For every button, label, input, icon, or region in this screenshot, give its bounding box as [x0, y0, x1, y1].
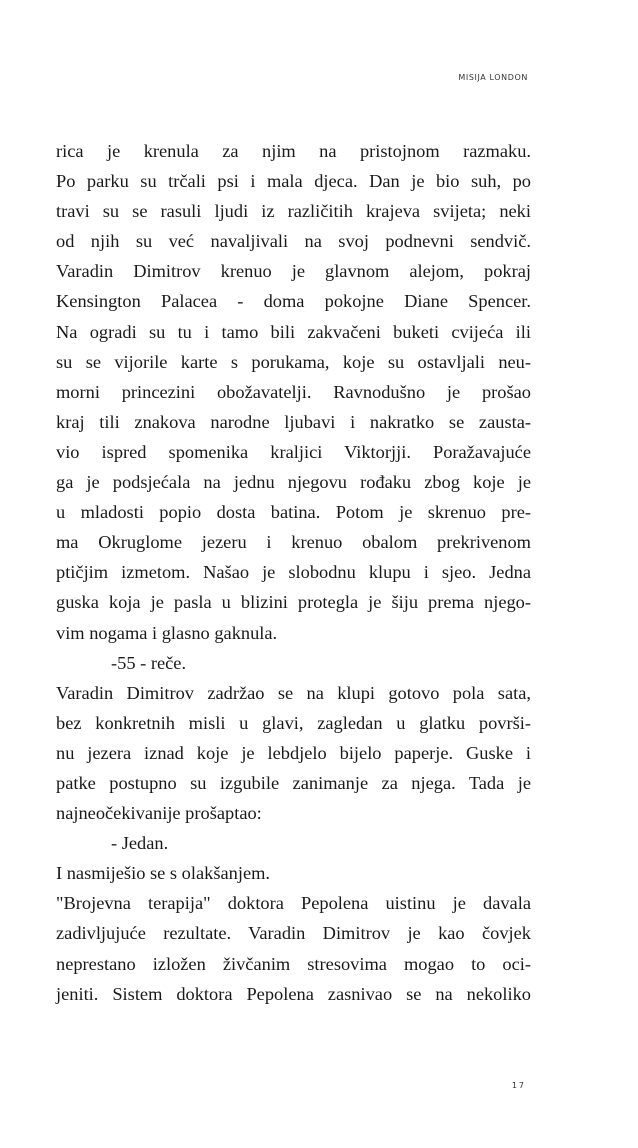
running-header: MISIJA LONDON [458, 73, 528, 82]
text-line: vim nogama i glasno gaknula. [56, 622, 278, 643]
text-line: bez konkretnih misli u glavi, zagledan u glatku površi- [56, 712, 531, 733]
text-line: u mladosti popio dosta batina. Potom je skrenuo pre- [56, 502, 531, 523]
text-line: Kensington Palacea - doma pokojne Diane Spencer. [56, 291, 531, 312]
text-line: "Brojevna terapija" doktora Pepolena uistinu je davala [56, 893, 531, 914]
text-line: nu jezera iznad koje je lebdjelo bijelo paperje. Guske i [56, 742, 531, 763]
text-line: ptičjim izmetom. Našao je slobodnu klupu i sjeo. Jedna [56, 562, 531, 583]
page-number: 17 [511, 1081, 526, 1090]
text-line: Po parku su trčali psi i mala djeca. Dan je bio suh, po [56, 171, 531, 192]
text-line: guska koja je pasla u blizini protegla je šiju prema njego- [56, 592, 531, 613]
text-line: ga je podsjećala na jednu njegovu rođaku zbog koje je [56, 472, 531, 493]
dialogue-line: -55 - reče. [111, 652, 187, 673]
text-line: ma Okruglome jezeru i krenuo obalom prekrivenom [56, 532, 531, 553]
text-line: rica je krenula za njim na pristojnom razmaku. [56, 141, 531, 161]
text-line: Na ogradi su tu i tamo bili zakvačeni buketi cvijeća ili [56, 321, 531, 342]
text-line: su se vijorile karte s porukama, koje su ostavljali neu- [56, 351, 531, 372]
text-line: neprestano izložen živčanim stresovima mogao to oci- [56, 953, 531, 974]
text-line: najneočekivanije prošaptao: [56, 803, 262, 824]
text-line: od njih su već navaljivali na svoj podnevni sendvič. [56, 231, 531, 252]
text-line: Varadin Dimitrov zadržao se na klupi gotovo pola sata, [56, 682, 531, 703]
text-line: travi su se rasuli ljudi iz različitih krajeva svijeta; neki [56, 201, 531, 222]
text-line: kraj tili znakova narodne ljubavi i nakratko se zausta- [56, 411, 531, 432]
text-line: I nasmiješio se s olakšanjem. [56, 863, 271, 884]
text-line: Varadin Dimitrov krenuo je glavnom alejom, pokraj [56, 261, 531, 282]
dialogue-line: - Jedan. [111, 833, 169, 854]
text-line: morni princezini obožavatelji. Ravnodušno je prošao [56, 381, 531, 402]
text-line: zadivljujuće rezultate. Varadin Dimitrov je kao čovjek [56, 923, 531, 944]
body-text [56, 136, 531, 1009]
text-line: patke postupno su izgubile zanimanje za njega. Tada je [56, 772, 531, 793]
text-line: vio ispred spomenika kraljici Viktorjji. Poražavajuće [56, 441, 531, 462]
text-line: jeniti. Sistem doktora Pepolena zasnivao se na nekoliko [56, 983, 531, 1004]
